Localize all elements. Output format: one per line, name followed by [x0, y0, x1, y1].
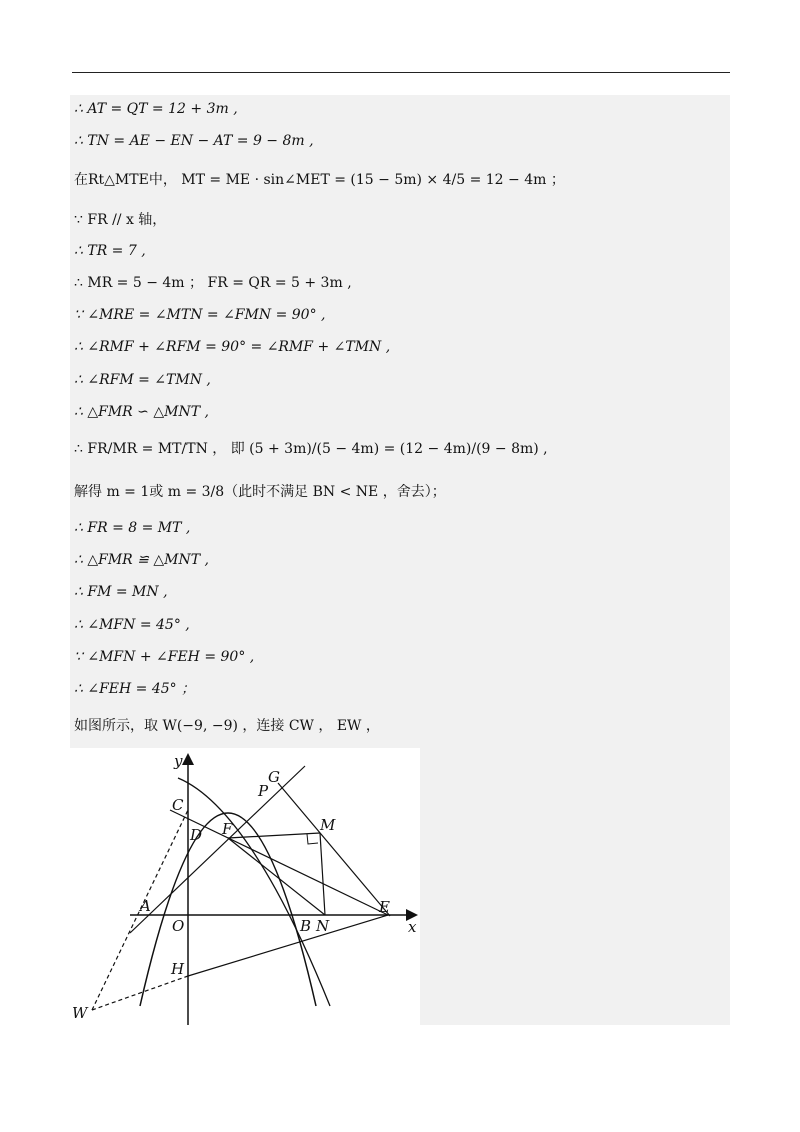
step-line: ∴ △FMR ∽ △MNT ,: [74, 404, 209, 420]
line-ge: [278, 783, 390, 916]
label-x: x: [408, 918, 417, 936]
label-o: O: [172, 917, 185, 935]
label-p: P: [258, 782, 269, 800]
step-line: ∵ FR // x 轴，: [74, 212, 167, 228]
line-he: [188, 915, 388, 976]
label-c: C: [172, 796, 184, 814]
step-line: ∵ ∠MRE = ∠MTN = ∠FMN = 90° ,: [74, 307, 326, 323]
label-e: E: [379, 898, 390, 916]
coordinate-diagram: [70, 748, 420, 1025]
step-line: ∵ ∠MFN + ∠FEH = 90° ,: [74, 649, 255, 665]
label-a: A: [140, 897, 151, 915]
right-angle-mark: [307, 834, 318, 844]
line-ag: [130, 766, 305, 933]
label-f: F: [222, 820, 233, 838]
label-w: W: [72, 1004, 88, 1022]
step-line: ∴ MR = 5 − 4m ； FR = QR = 5 + 3m ,: [74, 275, 352, 291]
step-line: ∴ AT = QT = 12 + 3m ,: [74, 101, 238, 117]
step-line: ∴ △FMR ≌ △MNT ,: [74, 552, 209, 568]
step-line: ∴ ∠FEH = 45° ；: [74, 681, 196, 697]
header-rule: [72, 72, 730, 73]
label-n: N: [316, 917, 330, 935]
label-h: H: [171, 960, 185, 978]
step-line: ∴ TR = 7 ,: [74, 243, 146, 259]
label-y: y: [174, 752, 183, 770]
label-g: G: [268, 768, 280, 786]
step-line: ∴ FR = 8 = MT ,: [74, 520, 191, 536]
label-b: B: [300, 917, 312, 935]
step-line: ∴ ∠RFM = ∠TMN ,: [74, 372, 211, 388]
line-fn: [228, 838, 325, 915]
step-line: ∴ ∠MFN = 45° ,: [74, 617, 190, 633]
line-mn: [320, 833, 325, 915]
line-cf-e: [170, 810, 388, 915]
step-line: 如图所示，取 W(−9, −9) ，连接 CW ， EW ，: [74, 718, 380, 734]
step-line: ∴ FR/MR = MT/TN ， 即 (5 + 3m)/(5 − 4m) = (12 − 4m)/(9 − 8m) ,: [74, 441, 548, 457]
step-line: 在Rt△MTE中， MT = ME · sin∠MET = (15 − 5m) × 4/5 = 12 − 4m ；: [74, 172, 565, 188]
label-m: M: [320, 816, 336, 834]
parabola-left: [140, 813, 316, 1006]
geometry-figure: [70, 748, 420, 1025]
solution-block: [70, 95, 730, 1025]
step-line: ∴ TN = AE − EN − AT = 9 − 8m ,: [74, 133, 314, 149]
step-line: ∴ FM = MN ,: [74, 584, 168, 600]
step-line: ∴ ∠RMF + ∠RFM = 90° = ∠RMF + ∠TMN ,: [74, 339, 391, 355]
step-line: 解得 m = 1或 m = 3/8（此时不满足 BN < NE ，舍去）；: [74, 484, 446, 500]
label-d: D: [190, 826, 203, 844]
